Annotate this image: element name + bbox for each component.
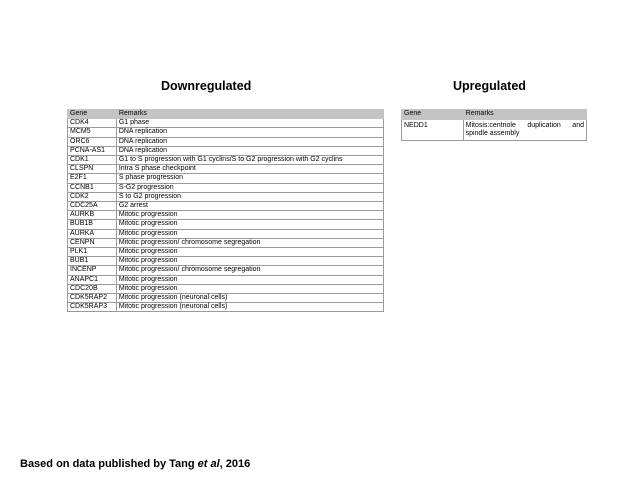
gene-cell: NEDD1 (402, 120, 464, 141)
table-row (68, 128, 384, 137)
citation-et-al: et al (197, 458, 220, 470)
gene-cell: INCENP (68, 266, 117, 275)
table-row (68, 229, 384, 238)
downregulated-table-body (68, 119, 384, 312)
table-row (68, 211, 384, 220)
table-row (68, 257, 384, 266)
source-citation (20, 458, 250, 470)
table-row (68, 156, 384, 165)
gene-cell: AURKA (68, 229, 117, 238)
table-header-row (402, 110, 587, 120)
gene-column-header: Gene (402, 110, 464, 120)
remarks-cell: S-G2 progression (116, 183, 383, 192)
gene-cell: PLK1 (68, 248, 117, 257)
gene-cell: CLSPN (68, 165, 117, 174)
remarks-cell: Mitotic progression (116, 257, 383, 266)
upregulated-title: Upregulated (453, 79, 526, 93)
remarks-cell: Intra S phase checkpoint (116, 165, 383, 174)
remarks-cell: S to G2 progression (116, 192, 383, 201)
gene-cell: CDK2 (68, 192, 117, 201)
gene-cell: CDC25A (68, 202, 117, 211)
gene-cell: ANAPC1 (68, 275, 117, 284)
gene-cell: PCNA-AS1 (68, 146, 117, 155)
downregulated-title: Downregulated (161, 79, 252, 93)
citation-suffix: , 2016 (219, 458, 251, 470)
gene-cell: CDK4 (68, 119, 117, 128)
remarks-cell: G1 to S progression with G1 cyclins/S to G2 progression with G2 cyclins (116, 156, 383, 165)
table-row (68, 275, 384, 284)
table-row (68, 238, 384, 247)
table-row (68, 174, 384, 183)
upregulated-table (401, 109, 587, 141)
remarks-cell: Mitotic progression (116, 211, 383, 220)
remarks-column-header: Remarks (463, 110, 586, 120)
remarks-cell: Mitosis:centriole duplication and spindle assembly (463, 120, 586, 141)
remarks-cell: DNA replication (116, 146, 383, 155)
remarks-cell: DNA replication (116, 137, 383, 146)
gene-column-header: Gene (68, 110, 117, 119)
gene-cell: E2F1 (68, 174, 117, 183)
table-row (68, 119, 384, 128)
remarks-cell: Mitotic progression (116, 284, 383, 293)
remarks-cell: Mitotic progression (116, 275, 383, 284)
remarks-cell: Mitotic progression/ chromosome segregation (116, 238, 383, 247)
upregulated-table-body (402, 120, 587, 141)
table-row (68, 165, 384, 174)
remarks-cell: Mitotic progression (116, 229, 383, 238)
downregulated-table (67, 109, 384, 312)
gene-cell: CDC20B (68, 284, 117, 293)
gene-cell: CDK5RAP2 (68, 294, 117, 303)
gene-cell: MCM5 (68, 128, 117, 137)
table-row (68, 284, 384, 293)
table-row (68, 248, 384, 257)
gene-cell: CDK1 (68, 156, 117, 165)
table-row (68, 183, 384, 192)
gene-cell: AURKB (68, 211, 117, 220)
table-row (68, 220, 384, 229)
remarks-cell: Mitotic progression (neuronal cells) (116, 303, 383, 312)
remarks-cell: DNA replication (116, 128, 383, 137)
gene-cell: BUB1 (68, 257, 117, 266)
remarks-cell: Mitotic progression (116, 248, 383, 257)
remarks-cell: Mitotic progression/ chromosome segregation (116, 266, 383, 275)
gene-cell: CENPN (68, 238, 117, 247)
table-header-row (68, 110, 384, 119)
gene-cell: BUB1B (68, 220, 117, 229)
table-row (402, 120, 587, 141)
gene-cell: CCNB1 (68, 183, 117, 192)
table-row (68, 192, 384, 201)
gene-cell: CDK5RAP3 (68, 303, 117, 312)
remarks-cell: Mitotic progression (116, 220, 383, 229)
table-row (68, 202, 384, 211)
table-row (68, 266, 384, 275)
table-row (68, 294, 384, 303)
remarks-cell: S phase progression (116, 174, 383, 183)
remarks-cell: G1 phase (116, 119, 383, 128)
remarks-cell: Mitotic progression (neuronal cells) (116, 294, 383, 303)
remarks-column-header: Remarks (116, 110, 383, 119)
citation-prefix: Based on data published by Tang (20, 458, 198, 470)
table-row (68, 303, 384, 312)
table-row (68, 137, 384, 146)
table-row (68, 146, 384, 155)
gene-cell: ORC6 (68, 137, 117, 146)
remarks-cell: G2 arrest (116, 202, 383, 211)
